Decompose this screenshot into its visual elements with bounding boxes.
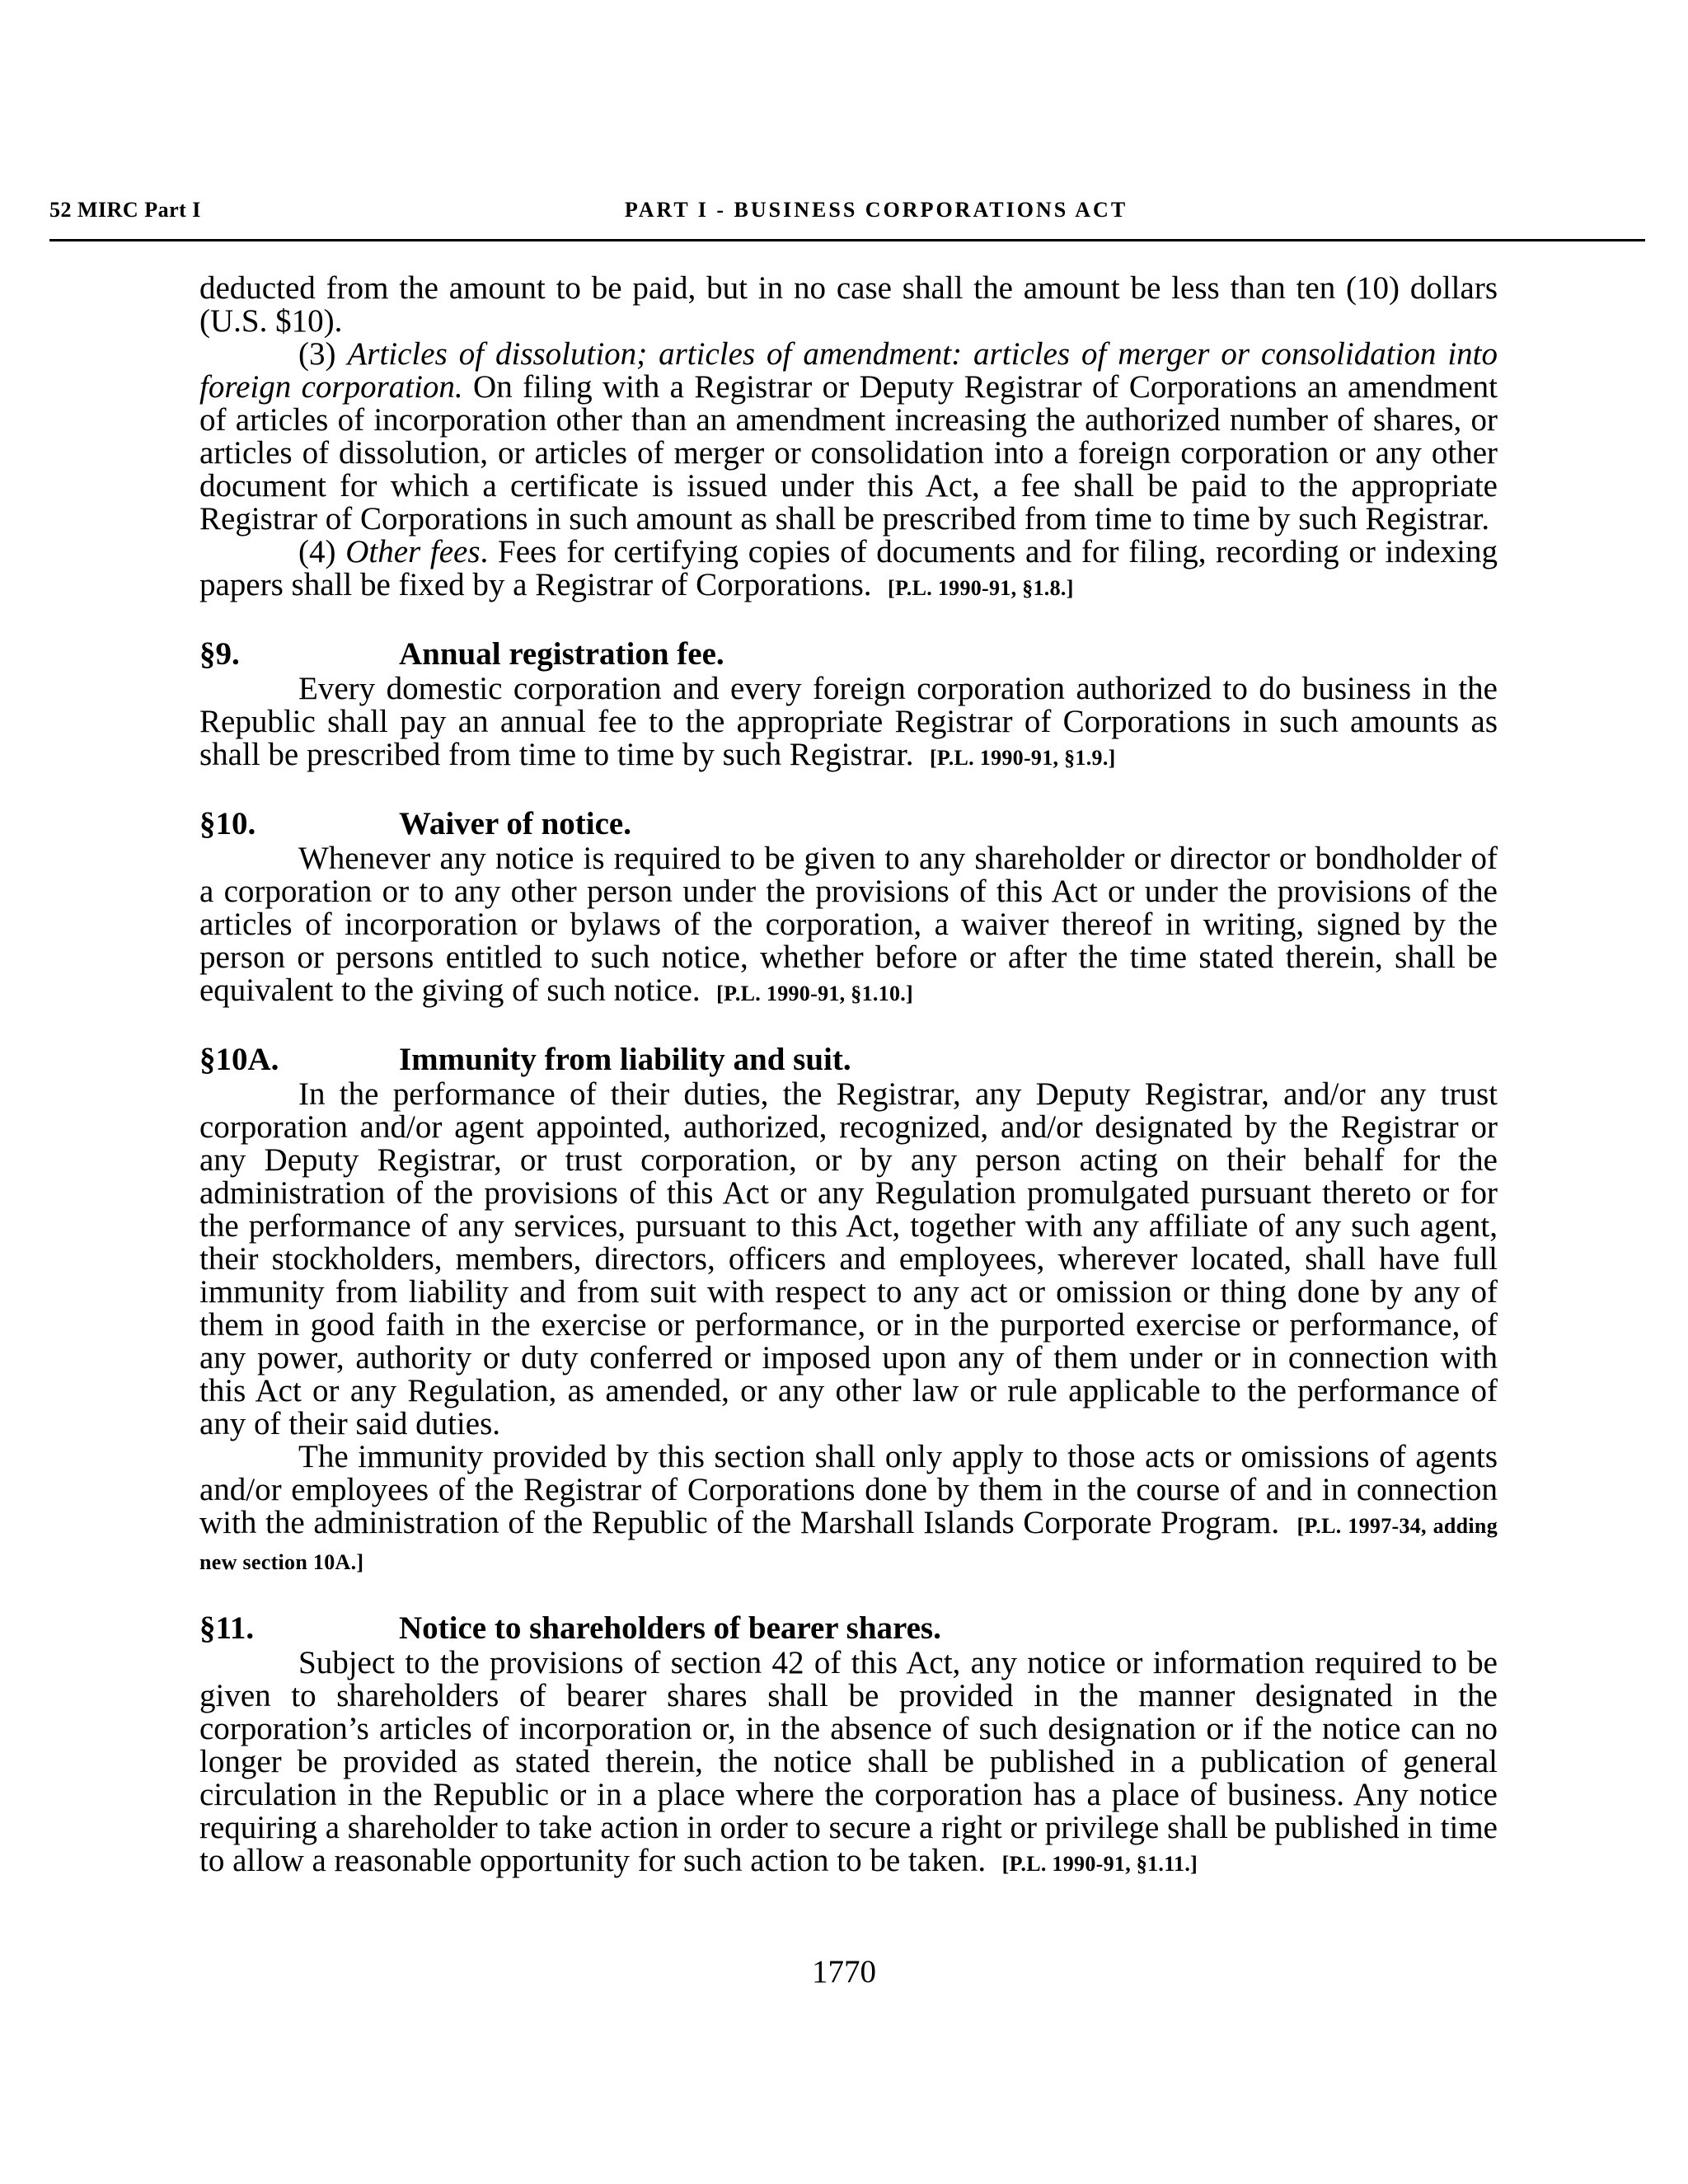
citation: [P.L. 1990-91, §1.11.] xyxy=(1001,1852,1198,1876)
paragraph-text: Subject to the provisions of section 42 of this Act, any notice or information required to be given to shareholders of bearer shares shall be provided in the manner designated in the corporation’s articles of incorporation or, in the absence of such designation or if the notice can no longer be provided as stated therein, the notice shall be published in a publication of general circulation in the Republic or in a place where the corporation has a place of business. Any notice requiring a shareholder to take action in order to secure a right or privilege shall be published in time to allow a reasonable opportunity for such action to be taken. xyxy=(199,1645,1498,1878)
section-number: §11. xyxy=(199,1610,255,1646)
document-body xyxy=(199,272,1498,1881)
citation: [P.L. 1997-34, adding new section 10A.] xyxy=(199,1514,1498,1574)
subsection-3-number: (3) xyxy=(298,336,336,372)
subsection-3-title: Articles of dissolution; articles of amendment: articles of merger or consolidation into foreign corporation. xyxy=(199,336,1498,405)
section-10-paragraph xyxy=(199,842,1498,1010)
section-heading-9 xyxy=(199,638,1498,673)
header-title-center: PART I - BUSINESS CORPORATIONS ACT xyxy=(624,198,1128,222)
running-header xyxy=(49,198,1645,223)
citation: [P.L. 1990-91, §1.8.] xyxy=(888,576,1074,600)
section-number: §10A. xyxy=(199,1042,279,1077)
continued-paragraph xyxy=(199,272,1498,338)
section-number: §10. xyxy=(199,806,256,841)
section-11-paragraph xyxy=(199,1647,1498,1881)
header-title-left: 52 MIRC Part I xyxy=(49,198,201,222)
section-heading-10 xyxy=(199,808,1498,842)
section-10a-paragraph-2 xyxy=(199,1441,1498,1579)
paragraph-text: The immunity provided by this section shall only apply to those acts or omissions of agents and/or employees of the Registrar of Corporations done by them in the course of and in connection with the administration of the Republic of the Marshall Islands Corporate Program. xyxy=(199,1439,1498,1540)
section-heading-10a xyxy=(199,1043,1498,1078)
paragraph-text: Every domestic corporation and every foreign corporation authorized to do business in the Republic shall pay an annual fee to the appropriate Registrar of Corporations in such amounts as shall be prescribed from time to time by such Registrar. xyxy=(199,671,1498,772)
header-rule xyxy=(49,239,1645,241)
section-title: Waiver of notice. xyxy=(399,806,631,841)
subsection-4-text: . Fees for certifying copies of documents and for filing, recording or indexing papers shall be fixed by a Registrar of Corporations. xyxy=(199,534,1498,602)
subsection-4 xyxy=(199,536,1498,605)
page-number: 1770 xyxy=(812,1954,876,1990)
paragraph-text: Whenever any notice is required to be given to any shareholder or director or bondholder of a corporation or to any other person under the provisions of this Act or under the provisions of the articles of incorporation or bylaws of the corporation, a waiver thereof in writing, signed by the person or persons entitled to such notice, whether before or after the time stated therein, shall be equivalent to the giving of such notice. xyxy=(199,841,1498,1008)
subsection-3 xyxy=(199,338,1498,536)
paragraph-text: In the performance of their duties, the Registrar, any Deputy Registrar, and/or any trust corporation and/or agent appointed, authorized, recognized, and/or designated by the Registrar or any Deputy Registrar, or trust corporation, or by any person acting on their behalf for the administration of the provisions of this Act or any Regulation promulgated pursuant thereto or for the performance of any services, pursuant to this Act, together with any affiliate of any such agent, their stockholders, members, directors, officers and employees, wherever located, shall have full immunity from liability and from suit with respect to any act or omission or thing done by any of them in good faith in the exercise or performance, or in the purported exercise or performance, of any power, authority or duty conferred or imposed upon any of them under or in connection with this Act or any Regulation, as amended, or any other law or rule applicable to the performance of any of their said duties. xyxy=(199,1076,1498,1441)
section-title: Annual registration fee. xyxy=(399,636,724,672)
section-title: Notice to shareholders of bearer shares. xyxy=(399,1610,941,1646)
subsection-4-number: (4) xyxy=(298,534,336,569)
continued-text: deducted from the amount to be paid, but in no case shall the amount be less than ten (10) dollars (U.S. $10). xyxy=(199,270,1498,339)
citation: [P.L. 1990-91, §1.10.] xyxy=(716,982,914,1005)
subsection-4-title: Other fees xyxy=(345,534,481,569)
subsection-3-text: On filing with a Registrar or Deputy Registrar of Corporations an amendment of articles of incorporation other than an amendment increasing the authorized number of shares, or articles of dissolution, or articles of merger or consolidation into a foreign corporation or any other document for which a certificate is issued under this Act, a fee shall be paid to the appropriate Registrar of Corporations in such amount as shall be prescribed from time to time by such Registrar. xyxy=(199,369,1498,537)
section-10a-paragraph-1 xyxy=(199,1078,1498,1441)
section-title: Immunity from liability and suit. xyxy=(399,1042,851,1077)
section-9-paragraph xyxy=(199,673,1498,775)
section-heading-11 xyxy=(199,1612,1498,1647)
citation: [P.L. 1990-91, §1.9.] xyxy=(929,746,1116,770)
section-number: §9. xyxy=(199,636,240,672)
